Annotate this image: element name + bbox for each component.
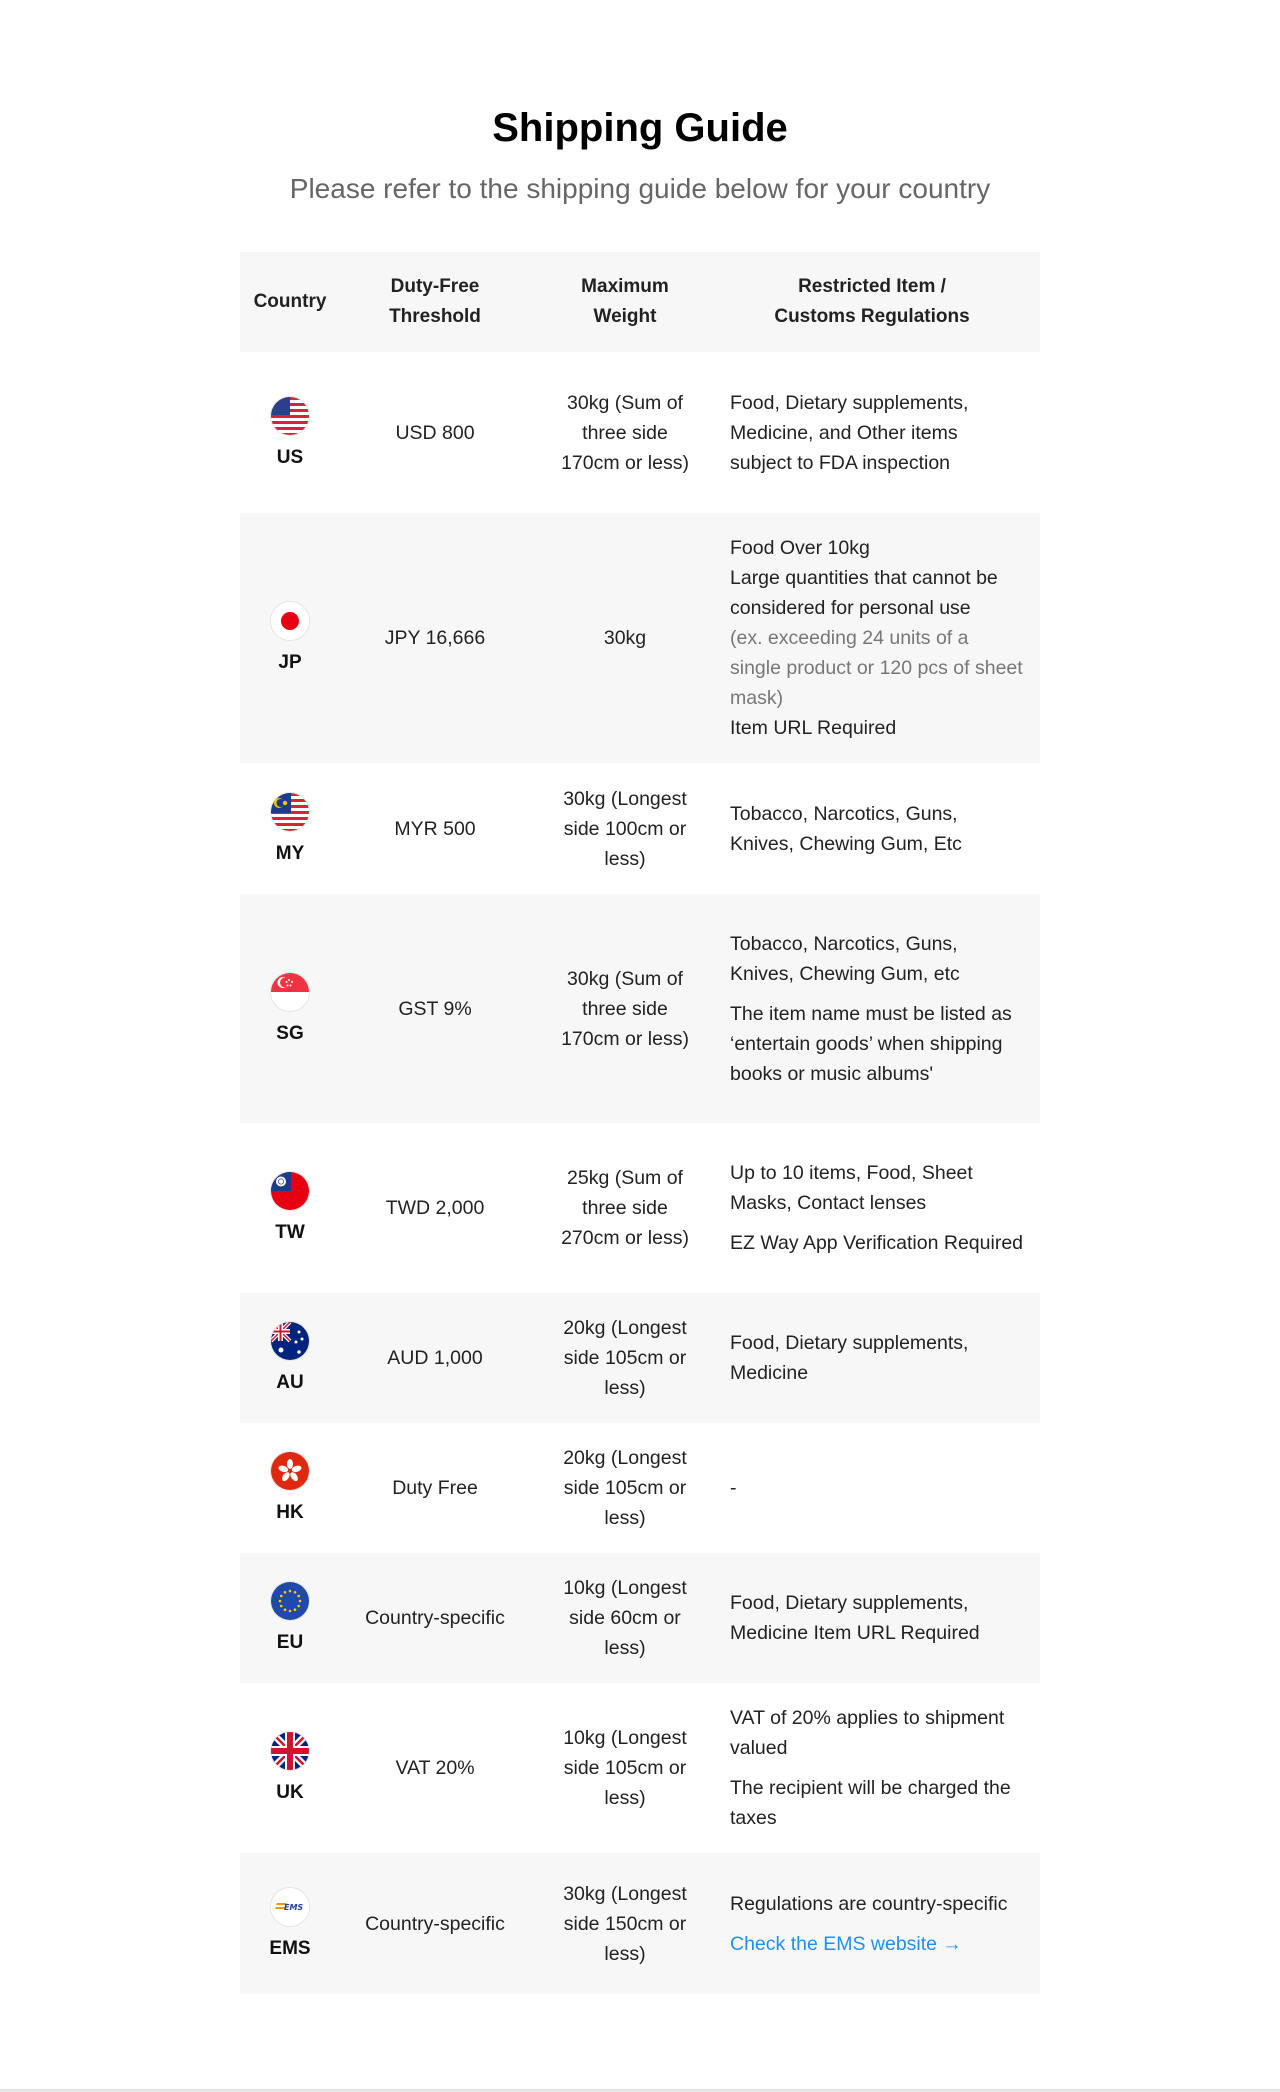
country-cell — [240, 1321, 340, 1395]
country-code: US — [276, 446, 304, 468]
restriction-cell: - — [730, 1477, 737, 1499]
duty-cell: MYR 500 — [394, 817, 476, 840]
duty-cell: TWD 2,000 — [385, 1197, 485, 1219]
duty-cell: AUD 1,000 — [387, 1347, 483, 1369]
hk-flag-icon — [270, 1451, 310, 1491]
weight-cell: 30kg (Sum of three side 170cm or less) — [561, 391, 689, 474]
country-code: JP — [278, 652, 302, 673]
eu-flag-icon — [270, 1581, 310, 1621]
restriction-cell: VAT of 20% applies to shipment valued The recipient will be charged the taxes — [730, 1707, 1011, 1829]
country-cell — [240, 1451, 340, 1525]
restriction-cell: Food, Dietary supplements, Medicine Item URL Required — [730, 1592, 980, 1644]
table-row-hk — [240, 1423, 1040, 1553]
weight-cell: 20kg (Longest side 105cm or less) — [563, 1447, 687, 1529]
country-cell — [240, 396, 340, 470]
country-cell — [240, 1887, 340, 1961]
uk-flag-icon — [270, 1731, 310, 1771]
country-cell — [240, 1171, 340, 1245]
page-title: Shipping Guide — [492, 106, 788, 150]
table-row-uk — [240, 1683, 1040, 1853]
country-code: EMS — [269, 1937, 311, 1959]
table-row-my — [240, 763, 1040, 894]
table-row-ems — [240, 1853, 1040, 1994]
restriction-cell: Food, Dietary supplements, Medicine, and Other items subject to FDA inspection — [730, 391, 969, 474]
shipping-guide-table — [240, 252, 1040, 1994]
table-row-tw — [240, 1123, 1040, 1293]
restriction-cell: Tobacco, Narcotics, Guns, Knives, Chewing Gum, Etc — [730, 802, 962, 855]
header-duty-free-threshold: Duty-Free Threshold — [389, 276, 481, 327]
restriction-cell: Regulations are country-specific Check the EMS website → — [720, 1889, 1040, 1959]
duty-cell: USD 800 — [395, 421, 475, 444]
table-row-au — [240, 1293, 1040, 1423]
sg-flag-icon — [270, 972, 310, 1012]
country-code: SG — [276, 1022, 304, 1044]
duty-cell: JPY 16,666 — [384, 627, 486, 649]
weight-cell: 30kg — [603, 627, 647, 649]
ems-logo-icon — [270, 1887, 310, 1927]
table-row-eu — [240, 1553, 1040, 1683]
country-cell — [240, 972, 340, 1046]
restriction-cell: Up to 10 items, Food, Sheet Masks, Contact lenses EZ Way App Verification Required — [730, 1162, 1024, 1254]
country-code: UK — [276, 1782, 304, 1803]
country-code: TW — [275, 1222, 305, 1243]
au-flag-icon — [270, 1321, 310, 1361]
us-flag-icon — [270, 396, 310, 436]
restriction-cell: Food Over 10kg Large quantities that cannot be considered for personal use (ex. exceeding 24 units of a single product or 120 pcs of sheet mask) Item URL Required — [730, 537, 1023, 739]
duty-cell: VAT 20% — [395, 1757, 475, 1779]
duty-cell: Country-specific — [365, 1912, 505, 1935]
table-row-sg — [240, 894, 1040, 1123]
table-header-row — [240, 252, 1040, 352]
country-cell — [240, 1731, 340, 1805]
ems-website-link[interactable]: Check the EMS website → — [730, 1932, 962, 1955]
weight-cell: 10kg (Longest side 105cm or less) — [563, 1727, 687, 1809]
country-code: HK — [276, 1502, 304, 1523]
weight-cell: 30kg (Longest side 150cm or less) — [563, 1882, 687, 1965]
tw-flag-icon — [270, 1171, 310, 1211]
table-row-jp — [240, 513, 1040, 763]
restriction-cell: Food, Dietary supplements, Medicine — [730, 1332, 969, 1384]
header-restricted-items: Restricted Item / Customs Regulations — [774, 276, 970, 327]
duty-cell: Country-specific — [365, 1607, 505, 1629]
page-subtitle: Please refer to the shipping guide below for your country — [289, 173, 991, 204]
country-code: AU — [276, 1372, 304, 1393]
jp-flag-icon — [270, 601, 310, 641]
table-row-us — [240, 352, 1040, 513]
duty-cell: Duty Free — [392, 1477, 478, 1499]
weight-cell: 20kg (Longest side 105cm or less) — [563, 1317, 687, 1399]
header-maximum-weight: Maximum Weight — [581, 276, 669, 327]
country-cell — [240, 1581, 340, 1655]
header-country: Country — [253, 291, 327, 312]
my-flag-icon — [270, 792, 310, 832]
duty-cell: GST 9% — [398, 997, 472, 1020]
weight-cell: 25kg (Sum of three side 270cm or less) — [561, 1167, 689, 1249]
country-cell — [240, 792, 340, 866]
weight-cell: 10kg (Longest side 60cm or less) — [563, 1577, 687, 1659]
svg-text:EMS: EMS — [284, 1902, 304, 1912]
weight-cell: 30kg (Sum of three side 170cm or less) — [561, 967, 689, 1050]
restriction-cell: Tobacco, Narcotics, Guns, Knives, Chewing Gum, etc The item name must be listed as ‘entertain goods’ when shipping books or music albums' — [730, 932, 1012, 1085]
country-cell — [240, 601, 340, 675]
weight-cell: 30kg (Longest side 100cm or less) — [563, 787, 687, 870]
country-code: MY — [275, 842, 305, 864]
country-code: EU — [276, 1632, 304, 1653]
